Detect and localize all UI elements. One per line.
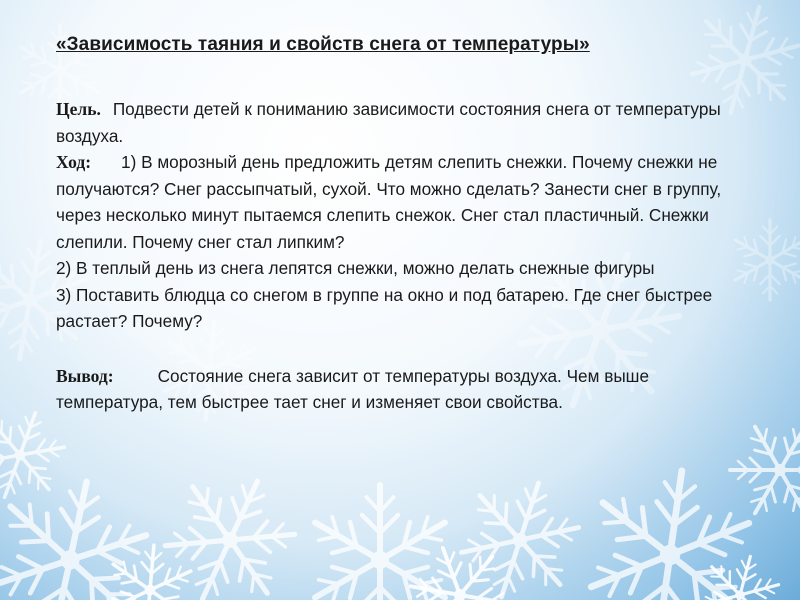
conclusion-block xyxy=(56,363,756,416)
snowflake-icon xyxy=(306,485,454,600)
procedure-label: Ход: xyxy=(56,152,92,172)
conclusion-text: Состояние снега зависит от температуры воздуха. Чем выше температура, тем быстрее тает снег и изменяет свои свойства. xyxy=(56,365,650,412)
procedure-step-3: 3) Поставить блюдца со снегом в группе на окно и под батарею. Где снег быстрее растает? Почему? xyxy=(56,284,713,331)
snowflake-icon xyxy=(575,459,765,600)
procedure-step-1: 1) В морозный день предложить детям слепить снежки. Почему снежки не получаются? Снег рассыпчатый, сухой. Что можно сделать? Занести снег в группу, через несколько минут пытаемся слепить снежок. Снег стал пластичный. Снежки слепили. Почему снег стал липким? xyxy=(56,152,722,252)
procedure-step-2: 2) В теплый день из снега лепятся снежки, можно делать снежные фигуры xyxy=(56,258,655,278)
goal-text: Подвести детей к пониманию зависимости состояния снега от температуры воздуха. xyxy=(56,99,721,146)
slide-content xyxy=(56,34,756,416)
conclusion-label: Вывод: xyxy=(56,365,114,386)
snowflake-icon xyxy=(445,465,595,600)
slide-title: «Зависимость таяния и свойств снега от температуры» xyxy=(56,34,590,55)
snowflake-icon xyxy=(144,454,315,600)
goal-block xyxy=(56,96,756,149)
goal-label: Цель. xyxy=(56,99,101,119)
snowflake-icon xyxy=(712,402,800,538)
snowflake-icon xyxy=(0,465,164,600)
procedure-block xyxy=(56,149,756,255)
